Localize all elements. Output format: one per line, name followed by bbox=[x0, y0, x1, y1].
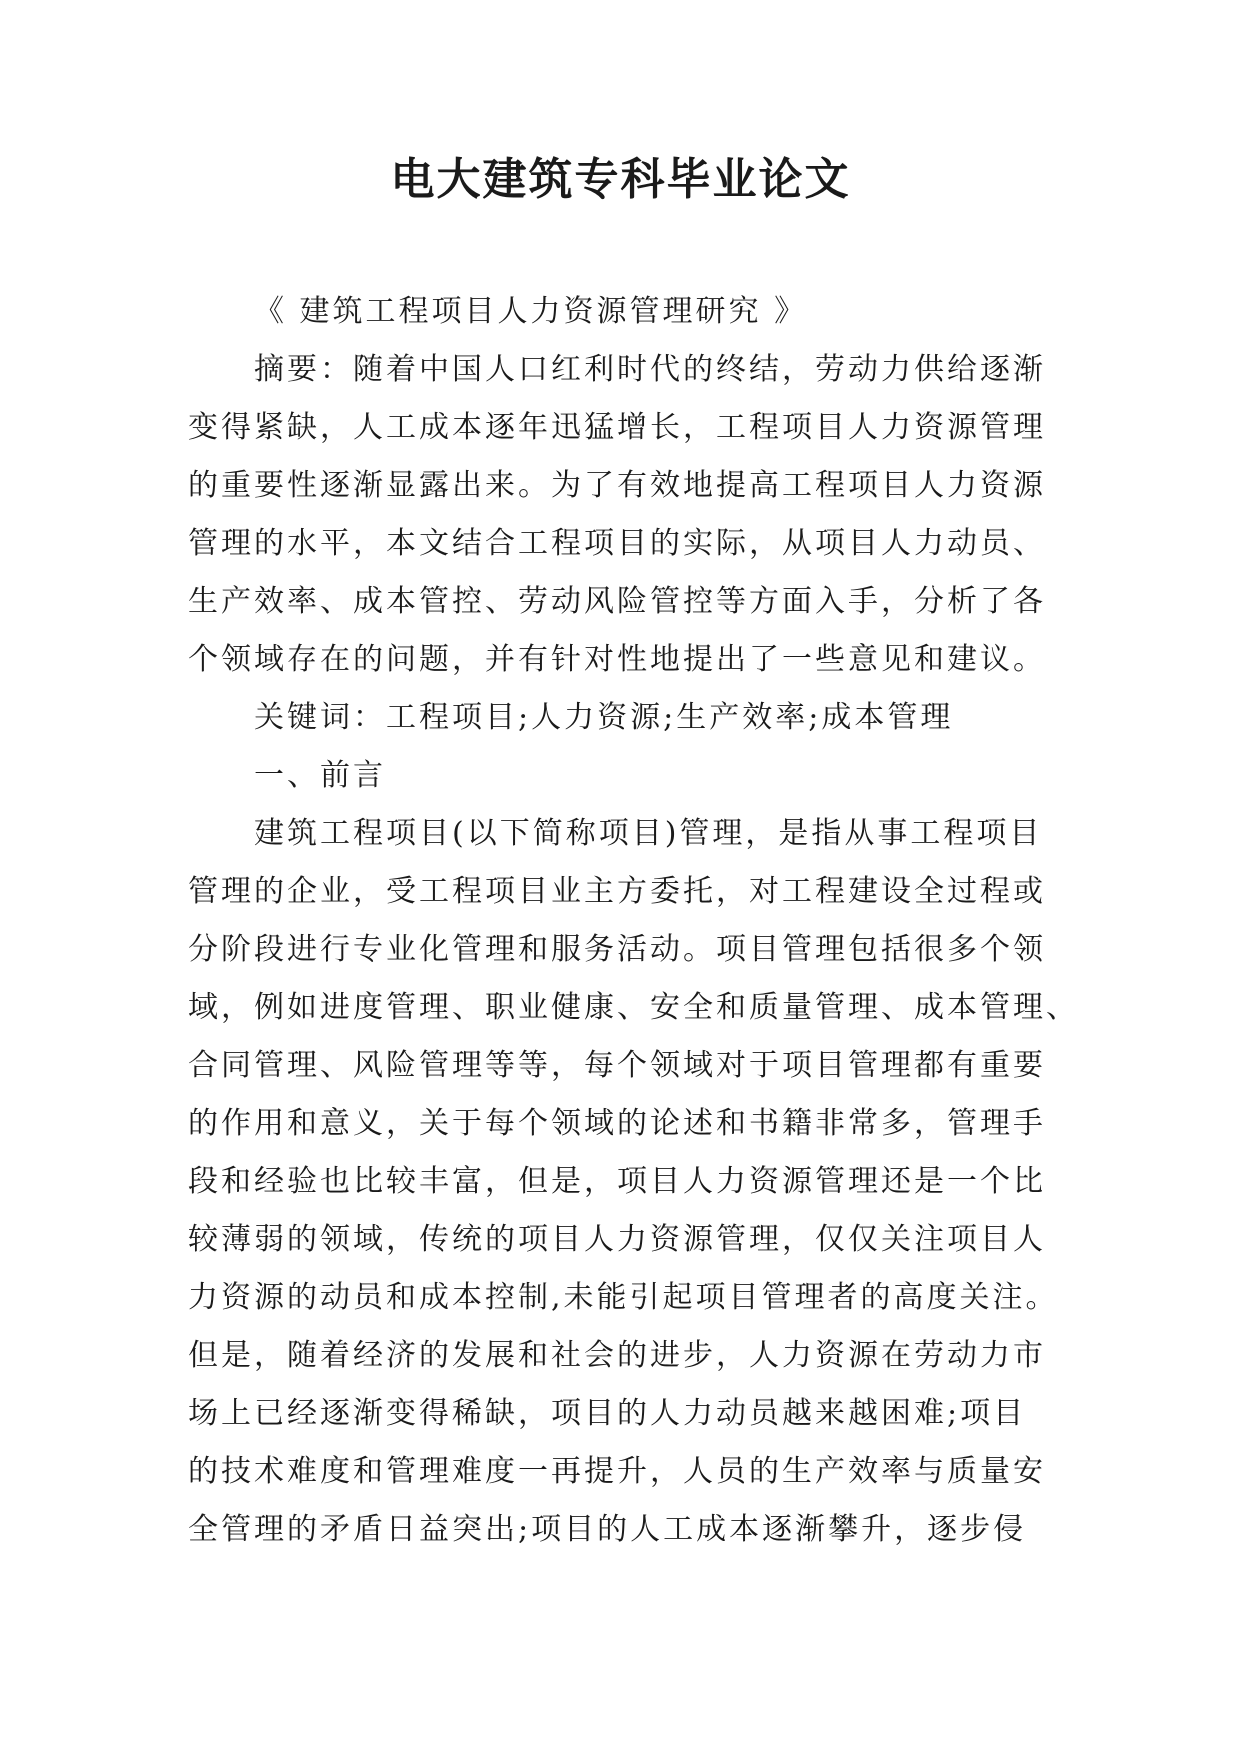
abstract-line: 个领域存在的问题，并有针对性地提出了一些意见和建议。 bbox=[188, 642, 1046, 677]
paragraph-line: 但是，随着经济的发展和社会的进步，人力资源在劳动力市 bbox=[188, 1338, 1046, 1373]
keywords-line: 关键词：工程项目;人力资源;生产效率;成本管理 bbox=[254, 700, 954, 735]
paragraph-line: 全管理的矛盾日益突出;项目的人工成本逐渐攀升，逐步侵 bbox=[188, 1512, 1027, 1547]
paragraph-line: 较薄弱的领域，传统的项目人力资源管理，仅仅关注项目人 bbox=[188, 1222, 1046, 1257]
paragraph-line: 力资源的动员和成本控制,未能引起项目管理者的高度关注。 bbox=[188, 1280, 1059, 1315]
paper-subtitle: 《 建筑工程项目人力资源管理研究 》 bbox=[254, 294, 808, 329]
paragraph-line: 合同管理、风险管理等等，每个领域对于项目管理都有重要 bbox=[188, 1048, 1046, 1083]
abstract-line: 摘要：随着中国人口红利时代的终结，劳动力供给逐渐 bbox=[254, 352, 1046, 387]
paragraph-line: 的作用和意义，关于每个领域的论述和书籍非常多，管理手 bbox=[188, 1106, 1046, 1141]
abstract-line: 管理的水平，本文结合工程项目的实际，从项目人力动员、 bbox=[188, 526, 1046, 561]
abstract-line: 变得紧缺，人工成本逐年迅猛增长，工程项目人力资源管理 bbox=[188, 410, 1046, 445]
paragraph-line: 的技术难度和管理难度一再提升，人员的生产效率与质量安 bbox=[188, 1454, 1046, 1489]
abstract-line: 生产效率、成本管控、劳动风险管控等方面入手，分析了各 bbox=[188, 584, 1046, 619]
paragraph-line: 管理的企业，受工程项目业主方委托，对工程建设全过程或 bbox=[188, 874, 1046, 909]
paragraph-line: 场上已经逐渐变得稀缺，项目的人力动员越来越困难;项目 bbox=[188, 1396, 1027, 1431]
abstract-line: 的重要性逐渐显露出来。为了有效地提高工程项目人力资源 bbox=[188, 468, 1046, 503]
paragraph-line: 域，例如进度管理、职业健康、安全和质量管理、成本管理、 bbox=[188, 990, 1079, 1025]
document-body bbox=[188, 283, 1079, 1559]
paragraph-line: 分阶段进行专业化管理和服务活动。项目管理包括很多个领 bbox=[188, 932, 1046, 967]
paragraph-line: 建筑工程项目(以下简称项目)管理，是指从事工程项目 bbox=[254, 816, 1043, 851]
paragraph-line: 段和经验也比较丰富，但是，项目人力资源管理还是一个比 bbox=[188, 1164, 1046, 1199]
document-title: 电大建筑专科毕业论文 bbox=[390, 154, 851, 205]
section-heading: 一、前言 bbox=[254, 758, 386, 793]
